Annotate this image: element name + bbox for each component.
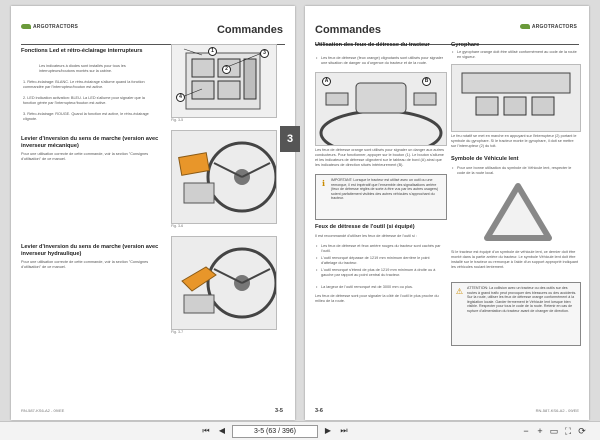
beacon-bullet: • Le gyrophare orange doit être utilisé conformément au code de la route en vigueur. xyxy=(457,50,579,60)
led-item-2: 2. LED indication activation: BLEU. La LED s'allume pour signaler que la fonction gérée par l'interrupteur/bouton est active. xyxy=(23,96,145,105)
beacon-switch-illustration xyxy=(452,65,580,131)
fullscreen-icon[interactable]: ⛶ xyxy=(564,426,572,436)
section-heading-mechanical: Levier d'inversion du sens de marche (version avec inverseur mécanique) xyxy=(21,136,159,149)
section-heading-led: Fonctions Led et rétro-éclairage interrupteurs xyxy=(21,48,143,54)
right-header xyxy=(305,14,589,42)
page-number: 3-5 xyxy=(275,408,283,414)
hazard-text: Les feux de détresse orange sont utilisés pour signaler un danger aux autres conducteurs. Pour fonctionner, appuyer sur le bouton (1). Le bouton s'allume et les indicateurs de détresse clignotent sur le tableau de bord (A) ainsi que les indicateurs de direction situés intérieurement (B). xyxy=(315,148,444,167)
zoom-out-icon[interactable]: − xyxy=(523,426,529,436)
right-page xyxy=(305,6,589,420)
callout-1: 1 xyxy=(208,47,217,56)
callout-b: B xyxy=(422,77,431,86)
figure-mechanical-lever xyxy=(171,130,277,224)
implement-hazard-item-2: • L'outil remorqué dépasse de 1219 mm minimum derrière le point d'attelage du tracteur. xyxy=(321,256,445,266)
section-heading-slow-vehicle: Symbole de Véhicule lent xyxy=(451,156,519,162)
section-heading-hazard: Utilisation des feux de détresse du tracteur xyxy=(315,42,430,48)
page-footer: RN-587-KS6-A2 - 09/EE xyxy=(21,408,65,413)
section-text-hydraulic: Pour une utilisation correcte de cette commande, voir la section "Consignes d'utilisation" de ce manuel. xyxy=(21,260,149,269)
first-page-icon[interactable]: ⏮ xyxy=(202,426,210,435)
rotate-icon[interactable]: ⟳ xyxy=(578,426,586,436)
led-item-1: 1. Rétro-éclairage: BLANC. Le rétro-éclairage s'allume quand la fonction commandée par l'interrupteur/bouton est active. xyxy=(23,80,145,89)
figure-caption: Fig. 3-7 xyxy=(171,330,184,334)
last-page-icon[interactable]: ⏭ xyxy=(340,426,348,435)
callout-a: A xyxy=(322,77,331,86)
steering-wheel-illustration xyxy=(172,237,276,329)
section-text-mechanical: Pour une utilisation correcte de cette commande, voir la section "Consignes d'utilisation" de ce manuel. xyxy=(21,152,149,161)
left-header xyxy=(11,14,295,42)
page-header-title: Commandes xyxy=(216,24,283,36)
info-icon: ℹ xyxy=(321,179,326,188)
implement-hazard-item-4: • La largeur de l'outil remorqué est de 3000 mm ou plus. xyxy=(321,285,445,290)
implement-hazard-item-1: • Les feux de détresse et feux arrière rouges du tracteur sont cachés par l'outil. xyxy=(321,244,445,254)
slow-vehicle-triangle-icon xyxy=(483,182,553,244)
figure-hazard-dashboard xyxy=(315,72,447,146)
hazard-bullet: • Les feux de détresse (feux orange) clignotants sont utilisés pour signaler une situation de danger ou d'urgence du tracteur et de la route. xyxy=(321,56,443,66)
important-note xyxy=(315,174,447,220)
fit-icon[interactable]: ▭ xyxy=(549,426,559,436)
page-number: 3-6 xyxy=(315,408,323,414)
warning-note-text: ATTENTION: La collision avec un tracteur ou des outils sur des routes à grand trafic peut provoquer des blessures ou des accidents. Sur la route, utiliser les feux de détresse orange conformément à la législation locale. Garder fermement le Véhicule lent lorsque bien visible. Respecter pour tous le code de la route. Retenir en cas de rupture d'alimentation du tracteur avant de changer de direction. xyxy=(467,286,577,313)
warning-note xyxy=(451,282,581,346)
callout-3: 3 xyxy=(260,49,269,58)
figure-beacon-switch xyxy=(451,64,581,132)
page-footer: RN-587-KS6-A2 - 09/EE xyxy=(535,408,579,413)
section-heading-beacon: Gyrophare xyxy=(451,42,480,48)
page-header-title: Commandes xyxy=(315,24,382,36)
implement-hazard-intro: Il est recommandé d'utiliser les feux de détresse de l'outil si : xyxy=(315,234,417,238)
zoom-in-icon[interactable]: + xyxy=(537,426,543,436)
prev-page-icon[interactable]: ◀ xyxy=(218,426,226,435)
viewer-toolbar xyxy=(0,421,600,440)
figure-hydraulic-lever xyxy=(171,236,277,330)
figure-caption: Fig. 3-5 xyxy=(171,118,184,122)
figure-caption: Fig. 3-6 xyxy=(171,224,184,228)
implement-hazard-item-3: • L'outil remorqué s'étend de plus de 1219 mm minimum à droite ou à gauche par rapport au point central du tracteur. xyxy=(321,268,445,278)
chapter-tab: 3 xyxy=(280,126,300,152)
logo: ARGOTRACTORS xyxy=(21,24,78,30)
callout-2: 2 xyxy=(222,65,231,74)
left-page xyxy=(11,6,295,420)
callout-4: 4 xyxy=(176,93,185,102)
logo: ARGOTRACTORS xyxy=(520,24,577,30)
beacon-text: Le feu rotatif se met en marche en appuyant sur l'interrupteur (2) portant le symbole du gyrophare. Si le tracteur monte le gyrophare, il doit se mettre sur l'interrupteur (2) du toit. xyxy=(451,134,577,148)
led-item-3: 3. Rétro-éclairage: ROUGE. Quand la fonction est active, le rétro-éclairage clignote. xyxy=(23,112,149,121)
important-note-text: IMPORTANT: Lorsque le tracteur est utilisé avec un outil ou une remorque, il est impératif que l'ensemble des signalisations arrière (feux de détresse réglés de sorte à être vus par les autres usagers) soient parfaitement visibles des autres véhicules s'approchant du tracteur. xyxy=(331,178,439,201)
warning-icon: ⚠ xyxy=(455,287,464,296)
steering-wheel-illustration xyxy=(172,131,276,223)
section-heading-hydraulic: Levier d'inversion du sens de marche (version avec inverseur hydraulique) xyxy=(21,244,159,257)
slow-vehicle-bullet: • Pour une bonne utilisation du symbole de Véhicule lent, respecter le code de la route local. xyxy=(457,166,579,176)
next-page-icon[interactable]: ▶ xyxy=(324,426,332,435)
slow-vehicle-text: Si le tracteur est équipé d'un symbole de véhicule lent, ce dernier doit être monté dans la partie arrière du tracteur. Le symbole Véhicule lent doit être installé sur le tracteur ou remorque à l'aide d'un support approprié indiquant les véhicules roulant lentement. xyxy=(451,250,579,269)
section-heading-implement-hazard: Feux de détresse de l'outil (si équipé) xyxy=(315,224,415,230)
figure-switch-panel xyxy=(171,44,277,118)
page-number-input[interactable]: 3-5 (63 / 396) xyxy=(232,425,318,438)
implement-hazard-text: Les feux de détresse sont pour signaler la côté de l'outil le plus proche du milieu de la route. xyxy=(315,294,439,303)
section-intro-led: Les indicateurs à diodes sont installés pour tous les interrupteurs/boutons montés sur la cabine. xyxy=(39,64,126,73)
